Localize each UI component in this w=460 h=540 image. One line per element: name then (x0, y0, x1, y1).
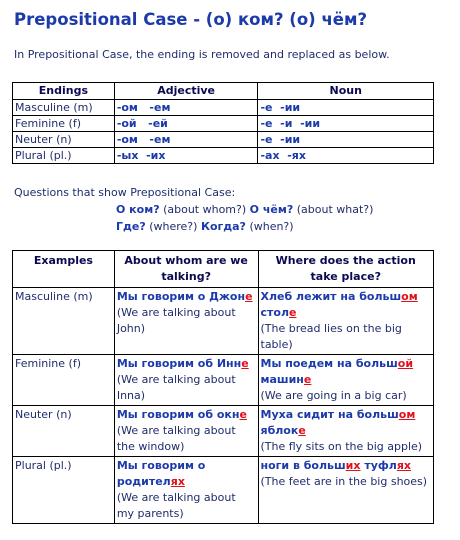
examples-table (12, 250, 434, 524)
english-translation: (The bread lies on the big table) (260, 322, 402, 351)
sentence-stem: Мы говорим о Джон (116, 290, 246, 303)
about-whom-header: About whom are we talking? (114, 251, 258, 288)
question-where: Где? (116, 220, 146, 233)
russian-sentence (117, 459, 206, 488)
noun-endings: -ах -ях (258, 148, 434, 164)
russian-sentence (261, 290, 418, 319)
russian-sentence (117, 290, 253, 303)
about-whom-cell (114, 355, 258, 406)
sentence-stem: Мы говорим о родител (116, 459, 206, 488)
case-ending: е (298, 424, 306, 437)
question-translation: (about what?) (296, 203, 374, 216)
sentence-stem: Хлеб лежит на больш (260, 290, 402, 303)
sentence-stem: Мы поедем на больш (260, 357, 398, 370)
endings-table (12, 82, 434, 164)
english-translation: (The feet are in the big shoes) (260, 475, 428, 488)
case-ending: е (303, 373, 312, 386)
case-ending: е (241, 357, 249, 370)
question-translation: (when?) (249, 220, 294, 233)
case-ending: ом (398, 408, 416, 421)
sentence-stem: стол (260, 306, 290, 319)
endings-header: Endings (13, 83, 115, 100)
adjective-header: Adjective (114, 83, 258, 100)
where-cell (258, 406, 434, 457)
row-label: Plural (pl.) (13, 148, 115, 164)
english-translation: (We are going in a big car) (260, 389, 407, 402)
where-header: Where does the action take place? (258, 251, 434, 288)
example-row (13, 457, 434, 524)
where-cell (258, 457, 434, 524)
case-ending: ях (170, 475, 185, 488)
question-when: Когда? (200, 220, 246, 233)
case-ending: ях (396, 459, 412, 472)
russian-sentence (261, 408, 416, 437)
page-title: Prepositional Case - (о) ком? (о) чём? (14, 10, 368, 29)
russian-sentence (261, 357, 414, 386)
sentence-stem: машин (260, 373, 304, 386)
intro-text: In Prepositional Case, the ending is removed and replaced as below. (14, 48, 390, 61)
endings-row (13, 132, 434, 148)
sentence-stem: Мы говорим об окн (116, 408, 240, 421)
questions-section (14, 184, 373, 235)
row-label: Masculine (m) (13, 100, 115, 116)
endings-row (13, 116, 434, 132)
questions-row (14, 201, 373, 218)
about-whom-cell (114, 457, 258, 524)
questions-intro: Questions that show Prepositional Case: (14, 186, 236, 199)
noun-header: Noun (258, 83, 434, 100)
noun-endings: -е -ии (258, 132, 434, 148)
question-translation: (where?) (149, 220, 198, 233)
example-row (13, 355, 434, 406)
endings-row (13, 100, 434, 116)
adjective-endings: -ой -ей (114, 116, 258, 132)
adjective-endings: -ом -ем (114, 100, 258, 116)
row-label: Plural (pl.) (13, 457, 115, 524)
russian-sentence (117, 357, 249, 370)
questions-row (14, 218, 373, 235)
case-ending: ом (401, 290, 418, 303)
endings-header-row (13, 83, 434, 100)
row-label: Masculine (m) (13, 288, 115, 355)
endings-row (13, 148, 434, 164)
question-about-whom: О ком? (116, 203, 160, 216)
russian-sentence (117, 408, 247, 421)
where-cell (258, 355, 434, 406)
noun-endings: -е -и -ии (258, 116, 434, 132)
where-cell (258, 288, 434, 355)
adjective-endings: -ых -их (114, 148, 258, 164)
sentence-stem: Муха сидит на больш (260, 408, 399, 421)
row-label: Feminine (f) (13, 116, 115, 132)
english-translation: (We are talking about the window) (116, 424, 236, 453)
case-ending: их (345, 459, 361, 472)
case-ending: е (289, 306, 297, 319)
case-ending: е (245, 290, 253, 303)
sentence-stem: яблок (260, 424, 299, 437)
english-translation: (We are talking about Inna) (116, 373, 236, 402)
sentence-stem: ноги в больш (260, 459, 346, 472)
question-translation: (about whom?) (163, 203, 247, 216)
examples-header-row (13, 251, 434, 288)
example-row (13, 288, 434, 355)
row-label: Feminine (f) (13, 355, 115, 406)
row-label: Neuter (n) (13, 406, 115, 457)
english-translation: (The fly sits on the big apple) (260, 440, 423, 453)
about-whom-cell (114, 406, 258, 457)
row-label: Neuter (n) (13, 132, 115, 148)
question-about-what: О чём? (249, 203, 294, 216)
russian-sentence (261, 459, 412, 472)
examples-header: Examples (13, 251, 115, 288)
about-whom-cell (114, 288, 258, 355)
noun-endings: -е -ии (258, 100, 434, 116)
sentence-stem: туфл (360, 459, 397, 472)
english-translation: (We are talking about John) (116, 306, 236, 335)
adjective-endings: -ом -ем (114, 132, 258, 148)
example-row (13, 406, 434, 457)
sentence-stem: Мы говорим об Инн (116, 357, 242, 370)
english-translation: (We are talking about my parents) (116, 491, 236, 520)
case-ending: е (239, 408, 247, 421)
case-ending: ой (397, 357, 414, 370)
